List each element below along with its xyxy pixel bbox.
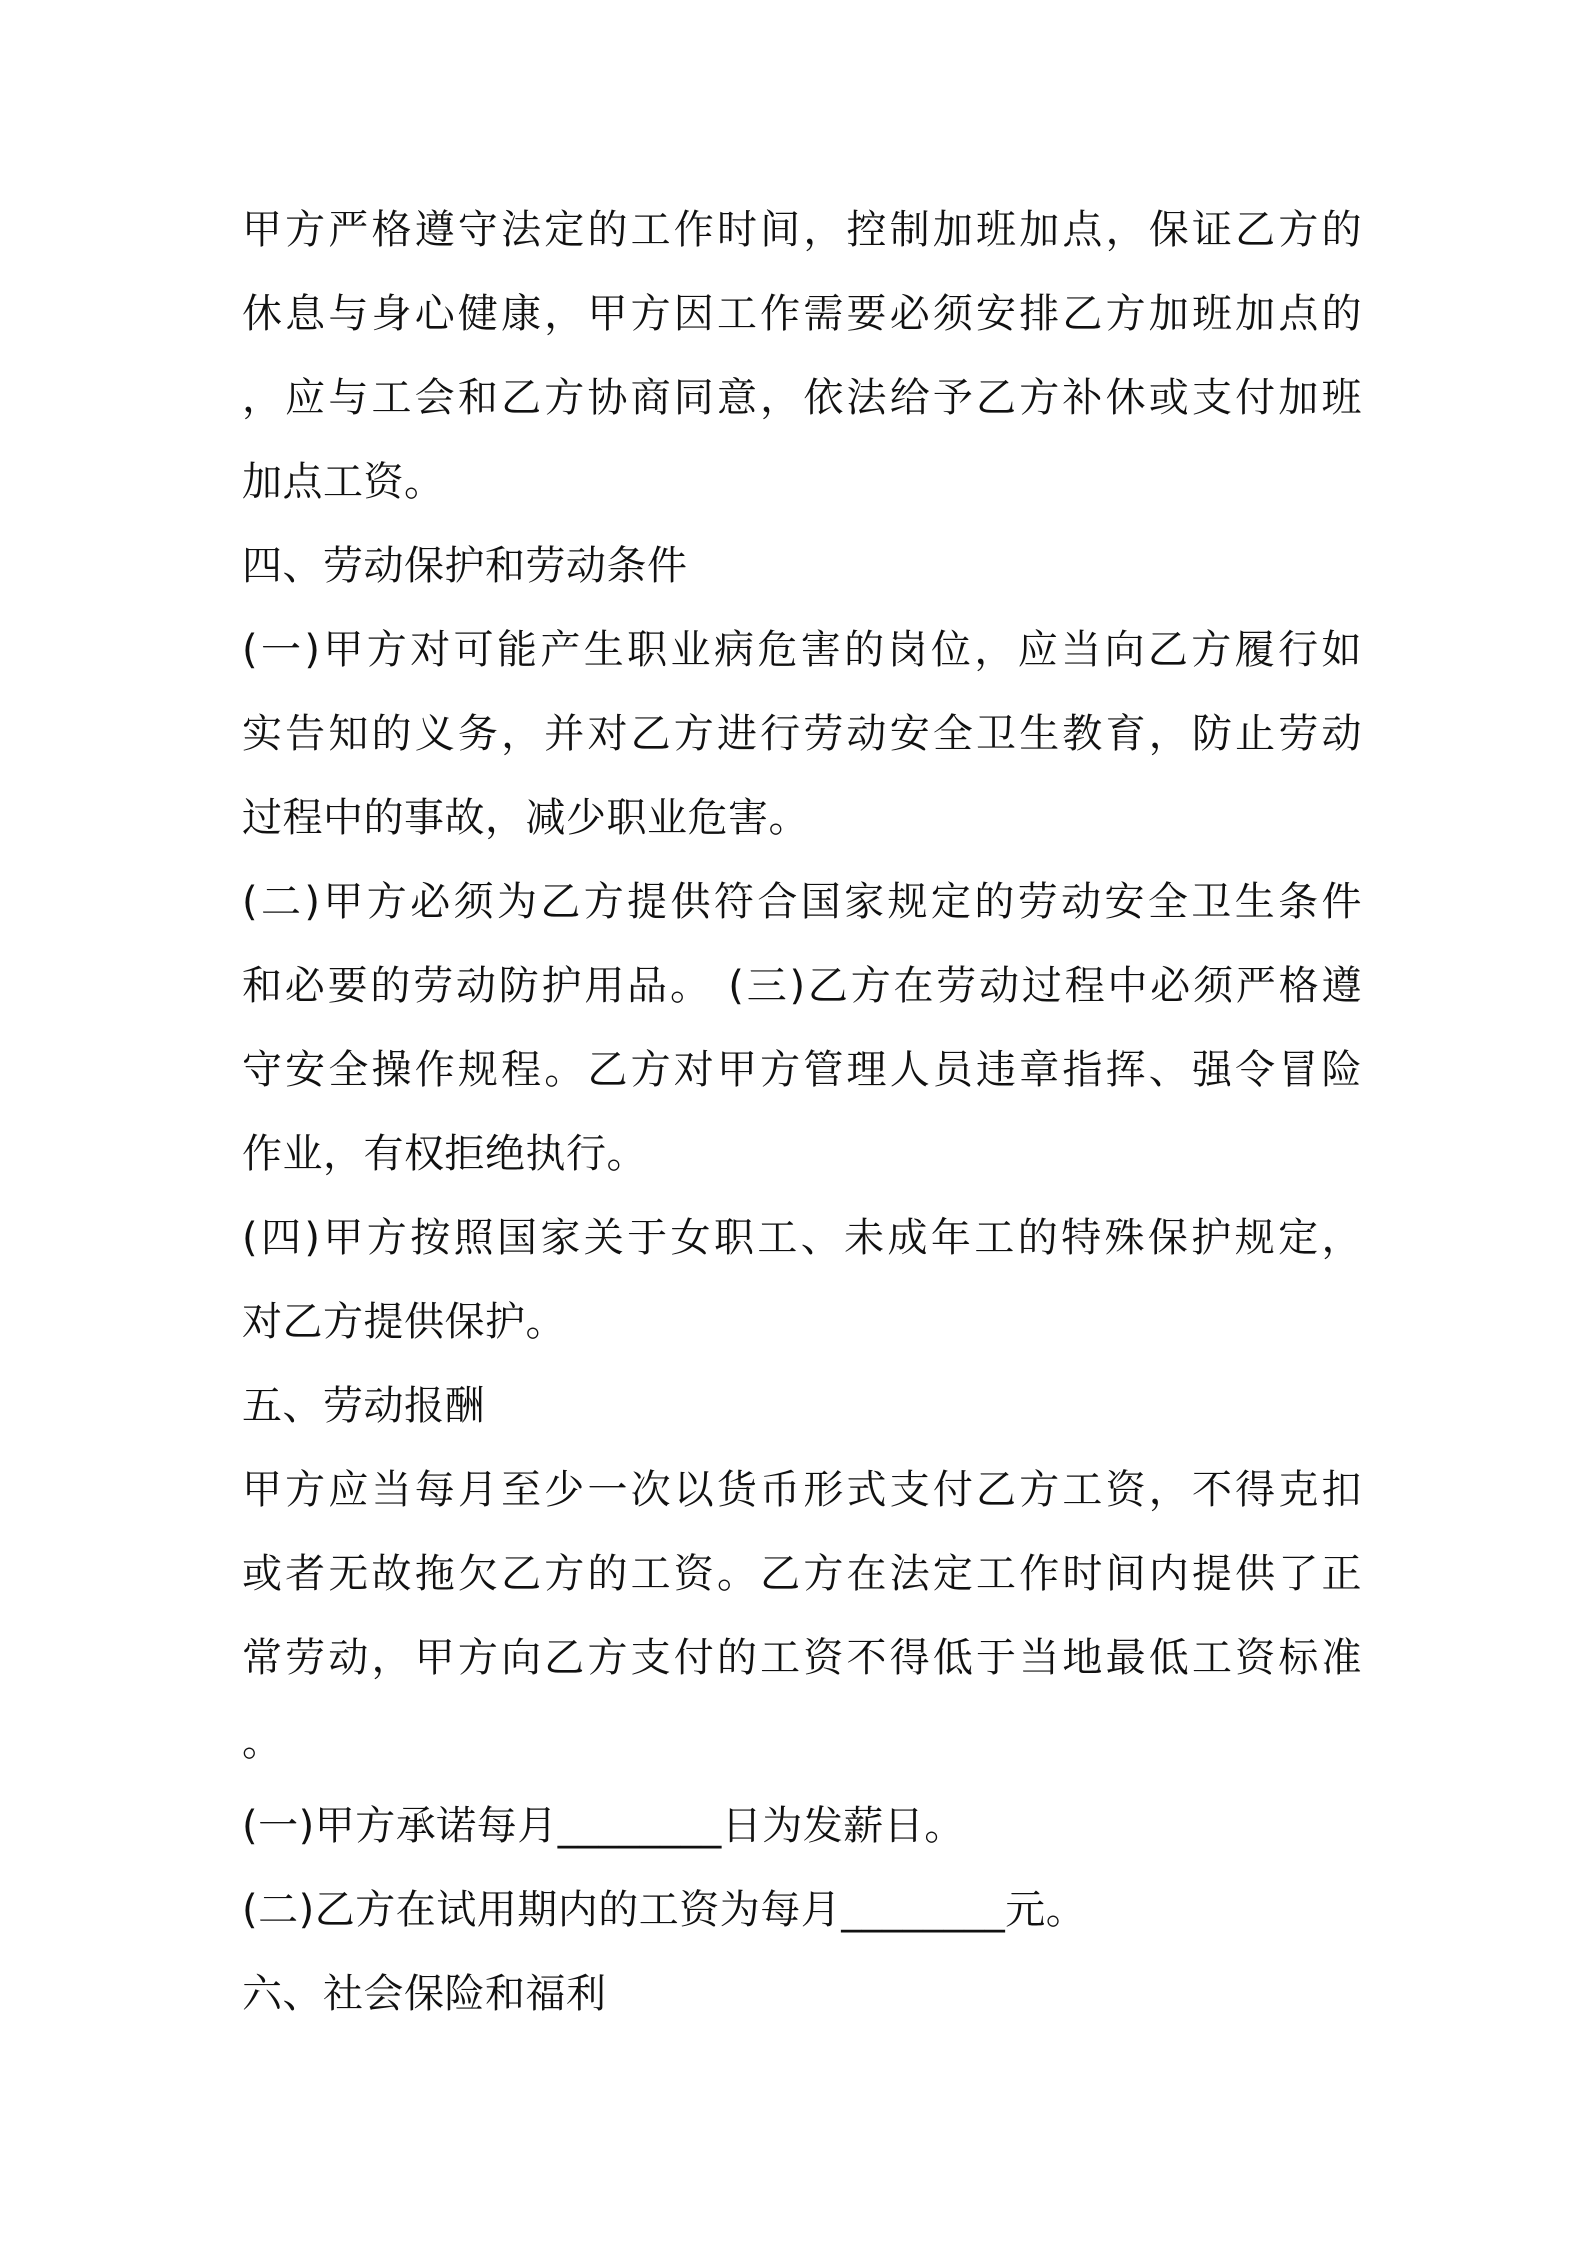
paragraph-line: ，应与工会和乙方协商同意，依法给予乙方补休或支付加班 [242,375,1362,421]
paragraph-line: 加点工资。 [242,459,445,505]
paragraph-line: 和必要的劳动防护用品。 (三)乙方在劳动过程中必须严格遵 [242,963,1362,1009]
paragraph-line: 甲方应当每月至少一次以货币形式支付乙方工资，不得克扣 [242,1467,1362,1513]
paragraph-line: 甲方严格遵守法定的工作时间，控制加班加点，保证乙方的 [242,207,1362,253]
paragraph-line: 或者无故拖欠乙方的工资。乙方在法定工作时间内提供了正 [242,1551,1362,1597]
section-heading: 四、劳动保护和劳动条件 [242,543,688,589]
paragraph-line: 守安全操作规程。乙方对甲方管理人员违章指挥、强令冒险 [242,1047,1362,1093]
paragraph-line: 休息与身心健康，甲方因工作需要必须安排乙方加班加点的 [242,291,1362,337]
paragraph-line: (二)乙方在试用期内的工资为每月________元。 [242,1887,1087,1933]
section-heading: 六、社会保险和福利 [242,1971,607,2017]
paragraph-line: (一)甲方承诺每月________日为发薪日。 [242,1803,965,1849]
paragraph-line: 实告知的义务，并对乙方进行劳动安全卫生教育，防止劳动 [242,711,1362,757]
document-body [242,188,1362,2036]
paragraph-line: 常劳动，甲方向乙方支付的工资不得低于当地最低工资标准 [242,1635,1362,1681]
paragraph-line: (四)甲方按照国家关于女职工、未成年工的特殊保护规定， [242,1215,1362,1261]
paragraph-line: 过程中的事故，减少职业危害。 [242,795,809,841]
paragraph-line: 作业，有权拒绝执行。 [242,1131,647,1177]
paragraph-line: 对乙方提供保护。 [242,1299,566,1345]
paragraph-line: 。 [242,1719,283,1765]
section-heading: 五、劳动报酬 [242,1383,485,1429]
paragraph-line: (二)甲方必须为乙方提供符合国家规定的劳动安全卫生条件 [242,879,1362,925]
paragraph-line: (一)甲方对可能产生职业病危害的岗位，应当向乙方履行如 [242,627,1362,673]
